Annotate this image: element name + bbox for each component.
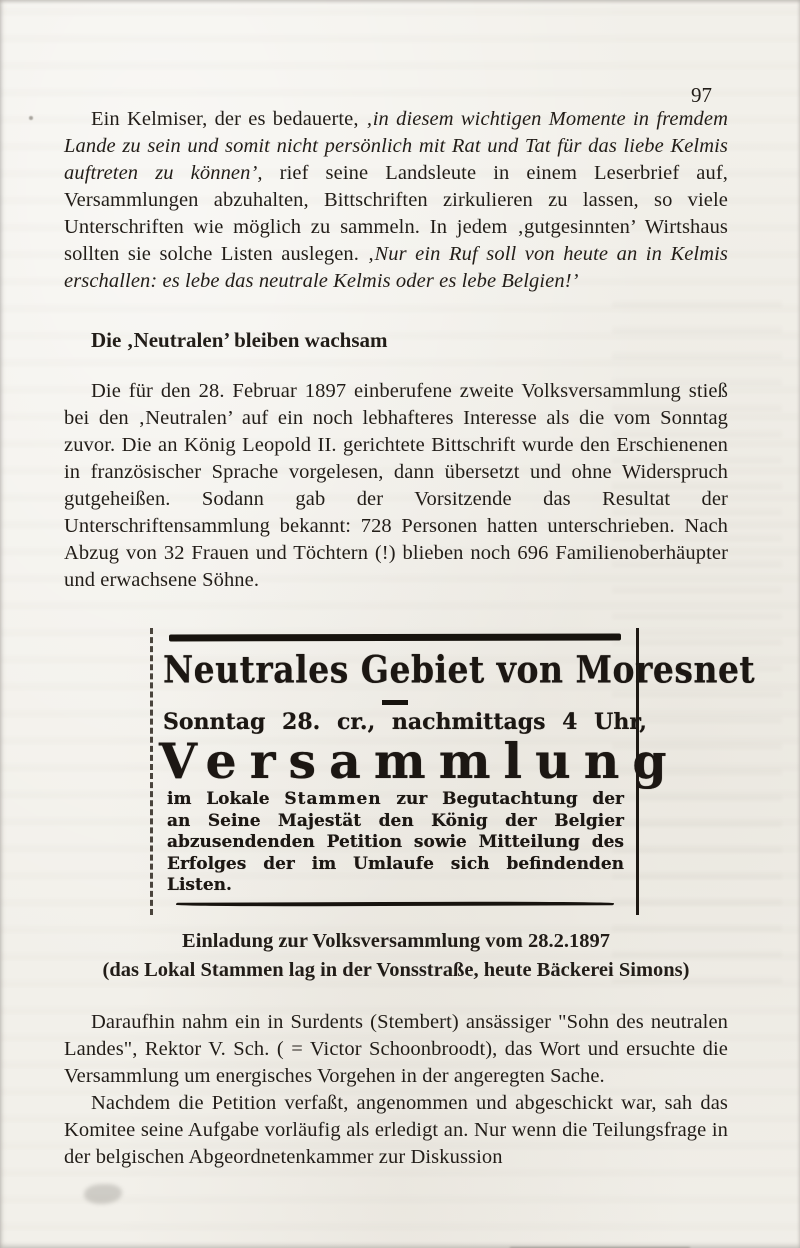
advert-title: Versammlung [159, 732, 680, 790]
advert-body [167, 789, 624, 897]
para1-normal-2: rief seine Landsleute in einem Leserbrief auf, Versammlungen abzuhalten, Bittschriften zirkulieren zu lassen, so viele Unterschriften wie möglich zu sammeln. In jedem ‚gutgesinnten’ Wirtshaus sollten sie solche Listen auslegen. [64, 162, 728, 265]
advert-divider-dash [382, 700, 408, 705]
paragraph-2: Die für den 28. Februar 1897 einberufene zweite Volksversammlung stieß bei den ‚Neutralen’ auf ein noch lebhafteres Interesse als die vom Sonntag zuvor. Die an König Leopold II. gerichtete Bittschrift wurde den Erschienenen in französischer Sprache vorgelesen, dann übersetzt und ohne Widerspruch gutgeheißen. Sodann gab der Vorsitzende das Resultat der Unterschriftensammlung bekannt: 728 Personen hatten unterschrieben. Nach Abzug von 32 Frauen und Töchtern (!) blieben noch 696 Familienoberhäupter und erwachsene Söhne. [64, 380, 728, 591]
para1-italic-quote-1: ‚in diesem wichtigen Momente in fremdem Lande zu sein und somit nicht persönlich mit Rat und Tat für das liebe Kelmis auftreten zu können’, [64, 108, 728, 184]
paragraph-1 [64, 106, 728, 295]
advert-bottom-rule [175, 901, 613, 907]
caption-line-1: Einladung zur Volksversammlung vom 28.2.1897 [182, 929, 610, 952]
advert-clipping [150, 628, 756, 915]
para1-italic-quote-2: ‚Nur ein Ruf soll von heute an in Kelmis erschallen: es lebe das neutrale Kelmis oder es lebe Belgien!’ [64, 243, 728, 292]
section-heading: Die ‚Neutralen’ bleiben wachsam [91, 328, 388, 352]
advert-body-normal-2: zur Begutachtung der an Seine Majestät den König der Belgier abzusendenden Petition sowie Mitteilung des Erfolges der im Umlaufe sich befindenden Listen. [167, 789, 624, 895]
ink-smudge [84, 1184, 122, 1204]
advert-top-rule [168, 634, 620, 642]
advert-caption [64, 927, 728, 985]
advert-bottom-space [163, 906, 626, 915]
advert-body-normal-1: im Lokale [167, 789, 285, 809]
text-column [64, 0, 756, 1171]
dust-speck [29, 116, 33, 120]
caption-line-2: (das Lokal Stammen lag in der Vonsstraße, heute Bäckerei Simons) [102, 958, 690, 981]
paragraph-4: Nachdem die Petition verfaßt, angenommen und abgeschickt war, sah das Komitee seine Aufgabe vorläufig als erledigt an. Nur wenn die Teilungsfrage in der belgischen Abgeordnetenkammer zur Diskussion [64, 1091, 728, 1168]
advert-headline: Neutrales Gebiet von Moresnet [163, 647, 756, 692]
paragraph-3: Daraufhin nahm ein in Surdents (Stembert) ansässiger "Sohn des neutralen Landes", Rektor V. Sch. ( = Victor Schoonbroodt), das Wort und ersuchte die Versammlung um energisches Vorgehen in der angeregten Sache. [64, 1010, 728, 1087]
para1-normal-1: Ein Kelmiser, der es bedauerte, [91, 108, 366, 130]
advert-figure [102, 628, 756, 985]
advert-dateline: Sonntag 28. cr., nachmittags 4 Uhr, [163, 709, 647, 735]
page-number: 97 [691, 83, 712, 107]
advert-body-bold-location: Stammen [284, 789, 382, 809]
